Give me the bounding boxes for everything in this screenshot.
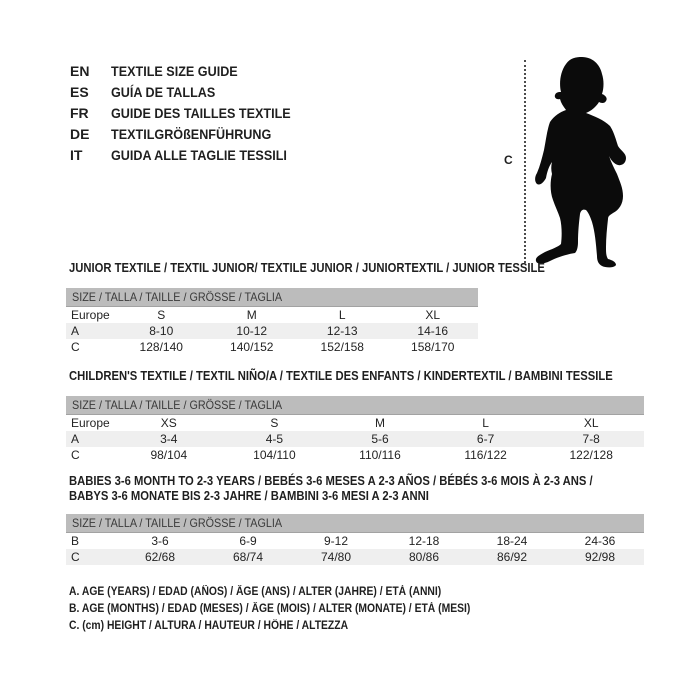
size-cell: 6-9: [239, 534, 257, 548]
size-cell: L: [482, 416, 489, 430]
lang-label: GUÍA DE TALLAS: [111, 84, 216, 100]
lang-row-en: [70, 61, 311, 82]
table-row: [66, 415, 644, 432]
size-cell: 8-10: [149, 324, 174, 338]
junior-section-title: JUNIOR TEXTILE / TEXTIL JUNIOR/ TEXTILE JUNIOR / JUNIORTEXTIL / JUNIOR TESSILE: [69, 261, 545, 275]
lang-row-de: [70, 124, 311, 145]
junior-textile-section: [66, 261, 545, 355]
row-label: C: [71, 550, 80, 564]
size-cell: L: [338, 308, 346, 322]
size-cell: S: [157, 308, 166, 322]
height-measure-label: C: [504, 153, 513, 167]
size-header-bar: SIZE / TALLA / TAILLE / GRÖSSE / TAGLIA: [66, 288, 478, 307]
size-cell: 12-13: [326, 324, 358, 338]
size-cell: 12-18: [408, 534, 440, 548]
size-cell: 3-6: [151, 534, 169, 548]
size-cell: 158/170: [411, 340, 455, 354]
lang-code: IT: [70, 147, 83, 163]
row-label: Europe: [71, 308, 110, 322]
height-figure: [500, 50, 650, 275]
size-cell: 3-4: [160, 432, 178, 446]
row-label: C: [71, 340, 80, 354]
lang-code: EN: [70, 63, 90, 79]
note-age-months: B. AGE (MONTHS) / EDAD (MESES) / ÂGE (MOIS) / ALTER (MONATE) / ETÀ (MESI): [69, 603, 471, 615]
size-cell: 18-24: [496, 534, 528, 548]
table-row: [66, 323, 478, 339]
childrens-size-table: [66, 396, 644, 463]
babies-size-table: [66, 514, 644, 565]
lang-code: DE: [70, 126, 90, 142]
size-cell: 122/128: [569, 448, 613, 462]
table-row: [66, 447, 644, 463]
size-cell: 6-7: [476, 432, 495, 446]
table-row: [66, 533, 644, 550]
size-cell: 4-5: [265, 432, 284, 446]
babies-textile-section: [66, 474, 644, 565]
size-cell: XS: [160, 416, 177, 430]
row-label: A: [71, 432, 80, 446]
babies-section-title: BABIES 3-6 MONTH TO 2-3 YEARS / BEBÉS 3-6 MESES A 2-3 AÑOS / BÉBÉS 3-6 MOIS À 2-3 ANS / BABYS 3-6 MONATE BIS 2-3 JAHRE / BAMBINI 3-6 MESI A 2-3 ANNI: [69, 474, 593, 503]
lang-label: TEXTILGRÖßENFÜHRUNG: [111, 126, 272, 142]
size-cell: 14-16: [417, 324, 449, 338]
lang-label: GUIDA ALLE TAGLIE TESSILI: [111, 147, 287, 163]
row-label: A: [71, 324, 80, 338]
legend-notes: [69, 584, 515, 635]
size-cell: 5-6: [371, 432, 389, 446]
lang-label: TEXTILE SIZE GUIDE: [111, 63, 238, 79]
size-cell: 152/158: [320, 340, 364, 354]
lang-label: GUIDE DES TAILLES TEXTILE: [111, 105, 291, 121]
size-cell: 9-12: [323, 534, 349, 548]
size-cell: 62/68: [144, 550, 176, 564]
row-label: Europe: [71, 416, 110, 430]
size-cell: 128/140: [139, 340, 183, 354]
note-height-cm: C. (cm) HEIGHT / ALTURA / HAUTEUR / HÖHE / ALTEZZA: [69, 620, 349, 632]
height-measure-dotted-line: [524, 60, 526, 263]
size-cell: 110/116: [359, 448, 401, 462]
size-cell: 7-8: [582, 432, 600, 446]
table-row: [66, 307, 478, 324]
size-header-row: [66, 514, 644, 533]
size-cell: 98/104: [150, 448, 188, 462]
size-cell: 10-12: [236, 324, 268, 338]
row-label: C: [71, 448, 80, 462]
table-row: [66, 339, 478, 355]
size-cell: M: [246, 308, 257, 322]
size-cell: 104/110: [253, 448, 296, 462]
lang-row-it: [70, 145, 311, 166]
childrens-textile-section: [66, 369, 644, 463]
size-cell: 24-36: [584, 534, 616, 548]
lang-row-fr: [70, 103, 311, 124]
size-cell: 140/152: [230, 340, 274, 354]
table-row: [66, 549, 644, 565]
childrens-section-title: CHILDREN'S TEXTILE / TEXTIL NIÑO/A / TEXTILE DES ENFANTS / KINDERTEXTIL / BAMBINI TESSILE: [69, 369, 613, 383]
lang-code: ES: [70, 84, 89, 100]
lang-code: FR: [70, 105, 89, 121]
row-label: B: [71, 534, 80, 548]
table-row: [66, 431, 644, 447]
size-header-row: [66, 396, 644, 415]
size-cell: 116/122: [464, 448, 507, 462]
junior-size-table: [66, 288, 478, 355]
size-cell: 92/98: [584, 550, 616, 564]
size-cell: 86/92: [496, 550, 528, 564]
size-cell: XL: [583, 416, 599, 430]
size-cell: 80/86: [408, 550, 440, 564]
size-cell: 68/74: [232, 550, 264, 564]
size-header-row: [66, 288, 478, 307]
note-age-years: A. AGE (YEARS) / EDAD (AÑOS) / ÂGE (ANS) / ALTER (JAHRE) / ETÀ (ANNI): [69, 586, 442, 598]
language-title-block: [70, 61, 311, 166]
size-header-bar: SIZE / TALLA / TAILLE / GRÖSSE / TAGLIA: [66, 396, 644, 415]
size-cell: 74/80: [320, 550, 352, 564]
baby-silhouette-icon: [532, 54, 634, 268]
size-cell: XL: [425, 308, 441, 322]
size-cell: S: [270, 416, 279, 430]
size-cell: M: [374, 416, 385, 430]
size-header-bar: SIZE / TALLA / TAILLE / GRÖSSE / TAGLIA: [66, 514, 644, 533]
lang-row-es: [70, 82, 311, 103]
